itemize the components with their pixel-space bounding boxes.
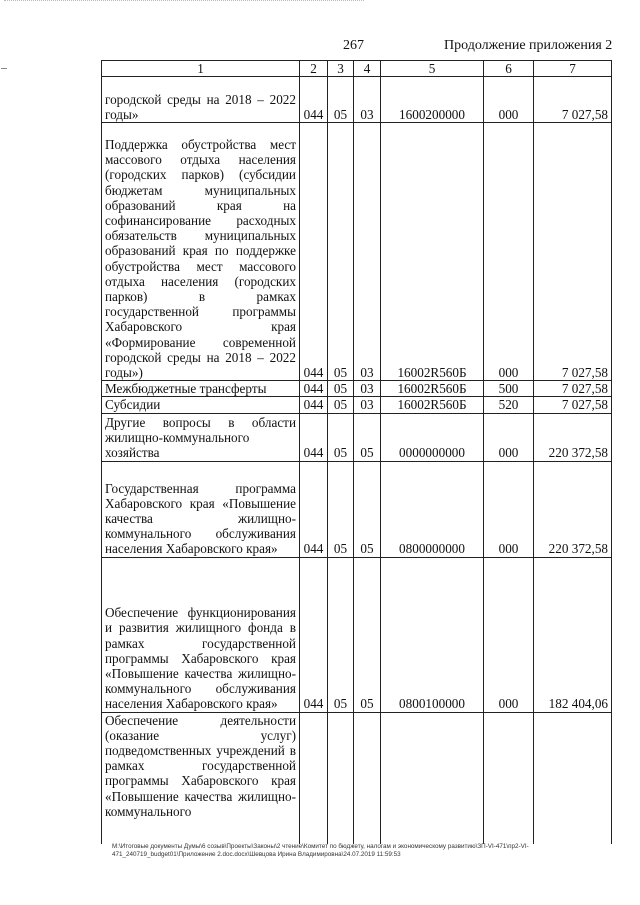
amount: 7 027,58 [534, 397, 612, 413]
expense-type-code [484, 712, 534, 844]
ministry-code: 044 [300, 557, 328, 712]
amount: 7 027,58 [534, 123, 612, 381]
subsection-code: 03 [354, 397, 381, 413]
table-row [102, 712, 612, 844]
amount: 7 027,58 [534, 381, 612, 397]
column-header: 4 [354, 61, 381, 77]
target-code [381, 712, 484, 844]
ministry-code: 044 [300, 413, 328, 461]
table-row [102, 77, 612, 123]
row-name: Межбюджетные трансферты [102, 381, 300, 397]
footer-path-line: М:\Итоговые документы Думы\6 созыв\Проекты\Законы\2 чтение\Комитет по бюджету, налогам и экономическому развитию\ЗП-VI-471\пр2-VI- [112, 843, 529, 850]
scan-side-mark [1, 68, 7, 69]
table-row [102, 557, 612, 712]
continuation-label: Продолжение приложения 2 [444, 38, 613, 53]
column-header: 1 [102, 61, 300, 77]
footer-path-line: 471_240719_budget01\Приложение 2.doc.docx\Шевцова Ирина Владимировна\24.07.2019 11:59:53 [112, 851, 401, 859]
row-name: Другие вопросы в области жилищно-коммунального хозяйства [102, 413, 300, 461]
subsection-code: 05 [354, 461, 381, 557]
column-header: 2 [300, 61, 328, 77]
expense-type-code: 520 [484, 397, 534, 413]
ministry-code: 044 [300, 123, 328, 381]
target-code: 0800100000 [381, 557, 484, 712]
scan-edge-mark [4, 0, 364, 5]
column-header: 7 [534, 61, 612, 77]
target-code: 16002R560Б [381, 397, 484, 413]
row-name: Обеспечение функционирования и развития жилищного фонда в рамках государственной программы Хабаровского края «Повышение качества жилищно-коммунального обслуживания населения Хабаровского края» [102, 557, 300, 712]
row-name: Субсидии [102, 397, 300, 413]
table-row [102, 413, 612, 461]
amount: 220 372,58 [534, 461, 612, 557]
ministry-code: 044 [300, 397, 328, 413]
section-code: 05 [328, 413, 354, 461]
column-header: 6 [484, 61, 534, 77]
page-number: 267 [343, 38, 364, 53]
amount: 182 404,06 [534, 557, 612, 712]
table-row [102, 381, 612, 397]
expense-type-code: 000 [484, 77, 534, 123]
section-code: 05 [328, 397, 354, 413]
ministry-code: 044 [300, 461, 328, 557]
row-name: Государственная программа Хабаровского края «Повышение качества жилищно-коммунального обслуживания населения Хабаровского края» [102, 461, 300, 557]
target-code: 16002R560Б [381, 123, 484, 381]
target-code: 0000000000 [381, 413, 484, 461]
target-code: 1600200000 [381, 77, 484, 123]
section-code: 05 [328, 461, 354, 557]
row-name: Обеспечение деятельности (оказание услуг) подведомственных учреждений в рамках государственной программы Хабаровского края «Повышение качества жилищно-коммунального [102, 712, 300, 844]
section-code: 05 [328, 557, 354, 712]
subsection-code: 05 [354, 557, 381, 712]
expense-type-code: 000 [484, 413, 534, 461]
subsection-code [354, 712, 381, 844]
expense-type-code: 500 [484, 381, 534, 397]
section-code: 05 [328, 381, 354, 397]
section-code [328, 712, 354, 844]
row-name: Поддержка обустройства мест массового отдыха населения (городских парков) (субсидии бюджетам муниципальных образований края на софинансирование расходных обязательств муниципальных образований края по поддержке обустройства мест массового отдыха населения (городских парков) в рамках государственной программы Хабаровского края «Формирование современной городской среды на 2018 – 2022 годы») [102, 123, 300, 381]
amount [534, 712, 612, 844]
subsection-code: 03 [354, 77, 381, 123]
column-header: 5 [381, 61, 484, 77]
row-name: городской среды на 2018 – 2022 годы» [102, 77, 300, 123]
ministry-code [300, 712, 328, 844]
subsection-code: 05 [354, 413, 381, 461]
section-code: 05 [328, 123, 354, 381]
ministry-code: 044 [300, 381, 328, 397]
column-number-row [102, 61, 612, 77]
amount: 7 027,58 [534, 77, 612, 123]
column-header: 3 [328, 61, 354, 77]
budget-table [101, 60, 612, 844]
table-row [102, 397, 612, 413]
table-row [102, 461, 612, 557]
expense-type-code: 000 [484, 123, 534, 381]
section-code: 05 [328, 77, 354, 123]
subsection-code: 03 [354, 381, 381, 397]
document-path-footer [112, 843, 614, 860]
amount: 220 372,58 [534, 413, 612, 461]
subsection-code: 03 [354, 123, 381, 381]
ministry-code: 044 [300, 77, 328, 123]
target-code: 16002R560Б [381, 381, 484, 397]
expense-type-code: 000 [484, 557, 534, 712]
target-code: 0800000000 [381, 461, 484, 557]
expense-type-code: 000 [484, 461, 534, 557]
table-row [102, 123, 612, 381]
